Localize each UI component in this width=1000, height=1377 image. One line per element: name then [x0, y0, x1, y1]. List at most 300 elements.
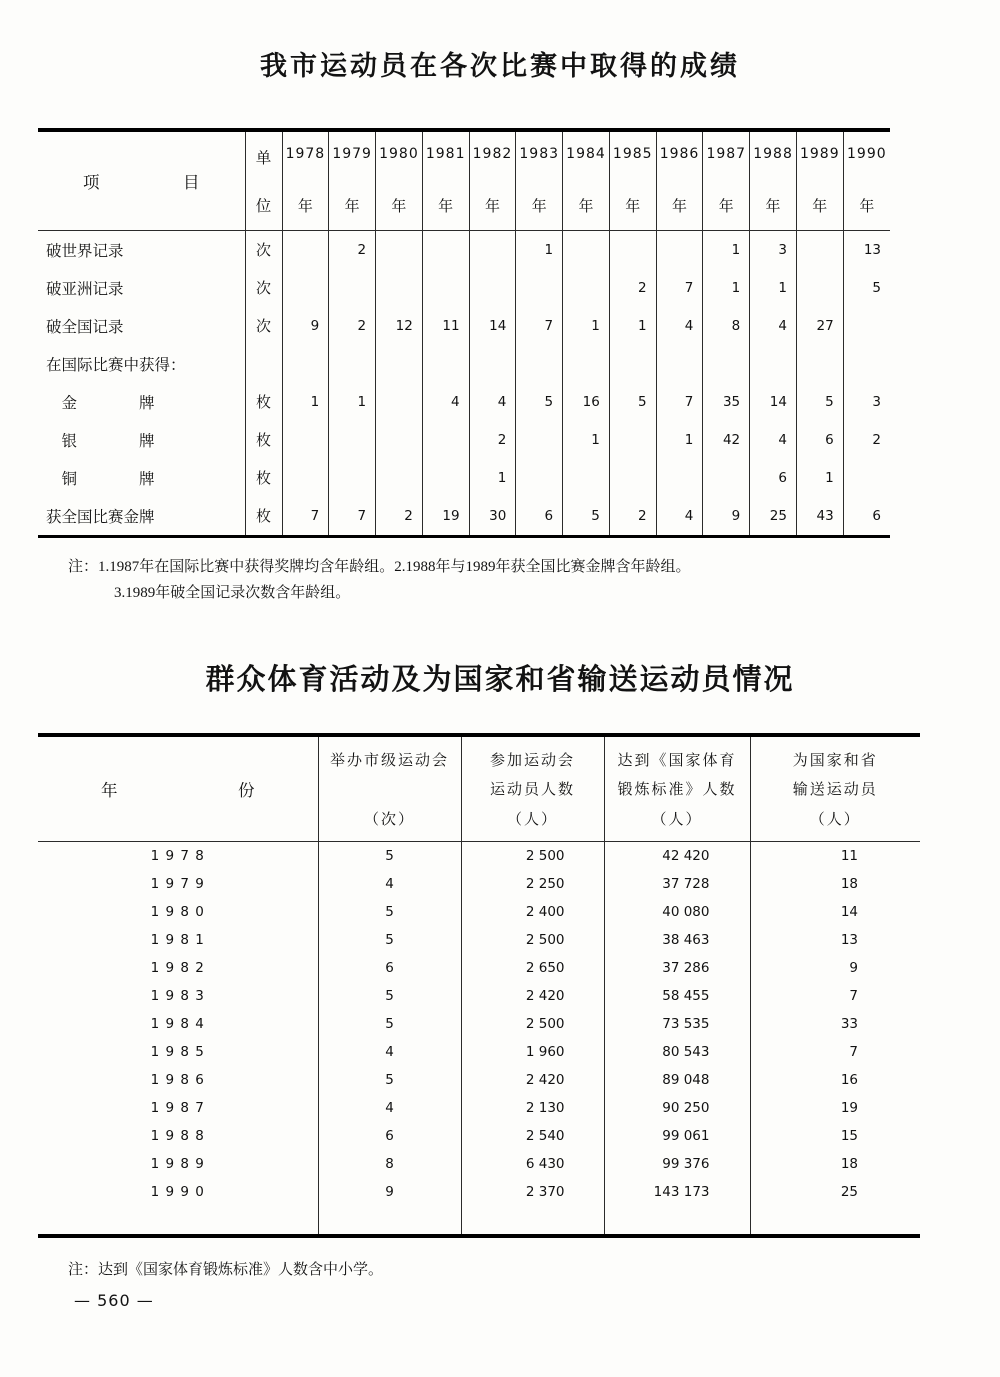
value-cell: [422, 459, 469, 497]
value-cell: 2: [609, 269, 656, 307]
value-cell: 2 500: [461, 841, 604, 870]
value-cell: 2 420: [461, 1066, 604, 1094]
row-label: 获全国比赛金牌: [46, 508, 155, 526]
value-cell: 5: [318, 926, 461, 954]
year-suffix-label: 年: [578, 198, 594, 215]
table1-note-line2: 3.1989年破全国记录次数含年龄组。: [114, 585, 351, 601]
row-unit: 次: [245, 269, 282, 307]
spacer-cell: [318, 1206, 461, 1236]
year-column-header-cell: [469, 130, 516, 231]
value-cell: [703, 345, 750, 383]
value-cell: [422, 345, 469, 383]
value-cell: 1: [563, 307, 610, 345]
mass-sports-table: [38, 733, 920, 1238]
value-cell: 143 173: [604, 1178, 750, 1206]
table2-row: [38, 841, 920, 870]
year-suffix-label: 年: [812, 198, 828, 215]
value-cell: [376, 383, 423, 421]
value-cell: 5: [318, 898, 461, 926]
year-header-stack: [845, 146, 889, 216]
table1-row: [38, 421, 890, 459]
value-cell: [516, 459, 563, 497]
row-unit: 枚: [245, 421, 282, 459]
value-cell: 4: [656, 497, 703, 537]
value-cell: 1: [750, 269, 797, 307]
table1-row: [38, 497, 890, 537]
value-cell: 1: [796, 459, 843, 497]
value-cell: 6: [843, 497, 890, 537]
table2-header-row: [38, 735, 920, 842]
table2-row: [38, 1178, 920, 1206]
value-cell: [656, 230, 703, 269]
table1-title: 我市运动员在各次比赛中取得的成绩: [260, 51, 740, 81]
value-cell: [329, 345, 376, 383]
table1-row: [38, 345, 890, 383]
value-cell: [796, 269, 843, 307]
year-label: 1985: [612, 145, 653, 162]
value-cell: 1: [703, 230, 750, 269]
year-label: 1990: [847, 145, 887, 162]
value-cell: 73 535: [604, 1010, 750, 1038]
table2-header-stack: [463, 749, 603, 829]
value-cell: 2 420: [461, 982, 604, 1010]
table1-row: [38, 307, 890, 345]
table2-spacer-row: [38, 1206, 920, 1236]
year-column-header-cell: [376, 130, 423, 231]
value-cell: 2 400: [461, 898, 604, 926]
value-cell: [469, 345, 516, 383]
table1-row: [38, 230, 890, 269]
table2-header-stack: [752, 749, 920, 829]
value-cell: 16: [750, 1066, 920, 1094]
table2-row: [38, 1066, 920, 1094]
value-cell: 4: [318, 870, 461, 898]
year-cell: 1 9 8 3: [150, 987, 205, 1004]
value-cell: [376, 230, 423, 269]
year-suffix-label: 年: [391, 198, 407, 215]
table2-row: [38, 1122, 920, 1150]
value-cell: 13: [750, 926, 920, 954]
value-cell: 1: [563, 421, 610, 459]
value-cell: [282, 230, 329, 269]
value-cell: 90 250: [604, 1094, 750, 1122]
value-cell: 1: [656, 421, 703, 459]
year-suffix-label: 年: [672, 198, 688, 215]
value-cell: 2 650: [461, 954, 604, 982]
value-cell: 27: [796, 307, 843, 345]
value-cell: 4: [469, 383, 516, 421]
value-cell: 2 500: [461, 926, 604, 954]
year-header-right: 份: [238, 780, 255, 800]
year-cell: 1 9 7 8: [150, 847, 205, 864]
value-cell: [796, 345, 843, 383]
table2-title: 群众体育活动及为国家和省输送运动员情况: [205, 664, 795, 697]
year-header-stack: [751, 146, 795, 216]
value-cell: 19: [422, 497, 469, 537]
value-cell: 6: [750, 459, 797, 497]
year-column-header-cell: [563, 130, 610, 231]
row-unit: 次: [245, 307, 282, 345]
table2-header-stack: [606, 749, 749, 829]
row-unit: 枚: [245, 383, 282, 421]
value-cell: [843, 307, 890, 345]
value-cell: [843, 459, 890, 497]
row-unit: 次: [245, 230, 282, 269]
table2-row: [38, 898, 920, 926]
year-header-stack: [611, 146, 655, 216]
value-cell: 14: [469, 307, 516, 345]
table2-row: [38, 926, 920, 954]
year-label: 1982: [472, 145, 513, 162]
value-cell: [282, 345, 329, 383]
table2-note: 注：达到《国家体育锻炼标准》人数含中小学。: [68, 1261, 384, 1278]
year-cell: 1 9 8 4: [150, 1015, 205, 1032]
value-cell: [376, 421, 423, 459]
year-column-header-cell: [329, 130, 376, 231]
value-cell: 2: [469, 421, 516, 459]
page-number: — 560 —: [74, 1290, 154, 1310]
table1-row: [38, 459, 890, 497]
table2-header-stack: [320, 749, 460, 829]
year-suffix-label: 年: [859, 198, 875, 215]
year-suffix-label: 年: [484, 198, 500, 215]
year-label: 1978: [285, 145, 326, 162]
value-cell: 2: [843, 421, 890, 459]
value-cell: 30: [469, 497, 516, 537]
value-cell: [422, 230, 469, 269]
value-cell: 7: [516, 307, 563, 345]
value-cell: 4: [750, 307, 797, 345]
year-header-stack: [517, 146, 561, 216]
value-cell: 2: [376, 497, 423, 537]
year-header-stack: [798, 146, 842, 216]
value-cell: [376, 459, 423, 497]
value-cell: 8: [318, 1150, 461, 1178]
table1-body: [38, 230, 890, 536]
value-cell: 80 543: [604, 1038, 750, 1066]
table1-header-row: [38, 130, 890, 231]
table2-column-header-cell: [750, 735, 920, 842]
value-cell: [609, 230, 656, 269]
year-cell: 1 9 8 1: [150, 931, 205, 948]
year-header-stack: [704, 146, 748, 216]
year-header-stack: [377, 146, 421, 216]
value-cell: [656, 459, 703, 497]
spacer-cell: [604, 1206, 750, 1236]
year-cell: 1 9 8 8: [150, 1127, 205, 1144]
year-suffix-label: 年: [297, 198, 313, 215]
value-cell: [796, 230, 843, 269]
header-line: （人）: [506, 811, 558, 828]
table1-row: [38, 269, 890, 307]
value-cell: 4: [750, 421, 797, 459]
value-cell: 2: [329, 307, 376, 345]
year-header: [39, 777, 317, 801]
year-suffix-label: 年: [625, 198, 641, 215]
value-cell: 25: [750, 1178, 920, 1206]
value-cell: 40 080: [604, 898, 750, 926]
table2-column-header-cell: [604, 735, 750, 842]
header-line: 达到《国家体育: [617, 752, 737, 769]
item-header: [39, 169, 244, 193]
value-cell: 1: [703, 269, 750, 307]
value-cell: 2 540: [461, 1122, 604, 1150]
value-cell: 5: [318, 982, 461, 1010]
value-cell: 18: [750, 870, 920, 898]
year-cell: 1 9 9 0: [150, 1183, 205, 1200]
row-label: 铜 牌: [46, 470, 155, 488]
header-line: 锻炼标准》人数: [617, 782, 737, 798]
value-cell: 5: [516, 383, 563, 421]
value-cell: 18: [750, 1150, 920, 1178]
value-cell: [282, 269, 329, 307]
year-label: 1988: [753, 145, 793, 162]
year-column-header-cell: [422, 130, 469, 231]
spacer-cell: [750, 1206, 920, 1236]
value-cell: 8: [703, 307, 750, 345]
table2-column-header-cell: [318, 735, 461, 842]
unit-header: [247, 146, 281, 216]
value-cell: 2 500: [461, 1010, 604, 1038]
header-line: （人）: [809, 811, 861, 828]
row-label: 金 牌: [46, 394, 155, 412]
year-column-header-cell: [843, 130, 890, 231]
table1-notes: [68, 554, 1000, 607]
value-cell: 9: [703, 497, 750, 537]
year-label: 1980: [379, 145, 419, 162]
value-cell: 19: [750, 1094, 920, 1122]
year-header-stack: [471, 146, 515, 216]
year-suffix-label: 年: [765, 198, 781, 215]
value-cell: 4: [318, 1094, 461, 1122]
value-cell: [282, 459, 329, 497]
value-cell: [516, 421, 563, 459]
value-cell: 3: [750, 230, 797, 269]
year-column-header-cell: [703, 130, 750, 231]
value-cell: [422, 269, 469, 307]
value-cell: 4: [318, 1038, 461, 1066]
value-cell: 4: [656, 307, 703, 345]
value-cell: [609, 421, 656, 459]
table1-row: [38, 383, 890, 421]
year-label: 1979: [332, 145, 372, 162]
value-cell: 9: [318, 1178, 461, 1206]
value-cell: 7: [329, 497, 376, 537]
unit-header-bottom: 位: [255, 197, 272, 215]
year-label: 1989: [799, 145, 840, 162]
value-cell: 7: [750, 982, 920, 1010]
table2-row: [38, 954, 920, 982]
value-cell: 11: [750, 841, 920, 870]
table2-body: [38, 841, 920, 1236]
value-cell: 7: [656, 383, 703, 421]
value-cell: 3: [843, 383, 890, 421]
value-cell: 2 370: [461, 1178, 604, 1206]
header-line: （人）: [651, 811, 703, 828]
year-cell: 1 9 8 0: [150, 903, 205, 920]
value-cell: [422, 421, 469, 459]
value-cell: [469, 230, 516, 269]
value-cell: [563, 345, 610, 383]
value-cell: 4: [422, 383, 469, 421]
value-cell: 6: [796, 421, 843, 459]
year-header-cell: [38, 735, 318, 842]
row-label: 破全国记录: [46, 318, 124, 336]
row-label: 在国际比赛中获得：: [46, 356, 186, 374]
value-cell: 7: [750, 1038, 920, 1066]
value-cell: 33: [750, 1010, 920, 1038]
table2-row: [38, 982, 920, 1010]
value-cell: [282, 421, 329, 459]
year-cell: 1 9 8 2: [150, 959, 205, 976]
value-cell: 43: [796, 497, 843, 537]
value-cell: 99 061: [604, 1122, 750, 1150]
value-cell: 5: [318, 1010, 461, 1038]
value-cell: 2: [329, 230, 376, 269]
year-label: 1983: [519, 145, 560, 162]
value-cell: 38 463: [604, 926, 750, 954]
value-cell: 6 430: [461, 1150, 604, 1178]
value-cell: 13: [843, 230, 890, 269]
value-cell: [609, 345, 656, 383]
value-cell: [469, 269, 516, 307]
year-label: 1984: [566, 145, 606, 162]
value-cell: [376, 345, 423, 383]
header-line: 为国家和省: [792, 752, 878, 769]
value-cell: 5: [843, 269, 890, 307]
spacer-cell: [38, 1206, 318, 1236]
value-cell: 1: [469, 459, 516, 497]
item-header-cell: [38, 130, 245, 231]
header-line: （次）: [363, 811, 415, 828]
value-cell: 89 048: [604, 1066, 750, 1094]
value-cell: 7: [282, 497, 329, 537]
year-label: 1987: [706, 145, 747, 162]
competition-results-table: [38, 128, 890, 538]
value-cell: [329, 459, 376, 497]
value-cell: 5: [563, 497, 610, 537]
table2-row: [38, 1094, 920, 1122]
value-cell: 58 455: [604, 982, 750, 1010]
value-cell: 1: [329, 383, 376, 421]
year-column-header-cell: [282, 130, 329, 231]
year-suffix-label: 年: [438, 198, 454, 215]
year-cell: 1 9 8 6: [150, 1071, 205, 1088]
table2-row: [38, 1010, 920, 1038]
value-cell: 16: [563, 383, 610, 421]
row-unit: 枚: [245, 497, 282, 537]
year-suffix-label: 年: [531, 198, 547, 215]
value-cell: [563, 459, 610, 497]
value-cell: 42: [703, 421, 750, 459]
year-cell: 1 9 8 9: [150, 1155, 205, 1172]
row-unit: 枚: [245, 459, 282, 497]
header-line: 举办市级运动会: [329, 752, 449, 769]
year-column-header-cell: [796, 130, 843, 231]
value-cell: 1: [609, 307, 656, 345]
value-cell: 1: [282, 383, 329, 421]
value-cell: [516, 269, 563, 307]
value-cell: [843, 345, 890, 383]
value-cell: [656, 345, 703, 383]
row-unit: [245, 345, 282, 383]
value-cell: 5: [609, 383, 656, 421]
value-cell: 37 728: [604, 870, 750, 898]
value-cell: 6: [318, 954, 461, 982]
value-cell: 2: [609, 497, 656, 537]
value-cell: [563, 230, 610, 269]
year-cell: 1 9 7 9: [150, 875, 205, 892]
year-cell: 1 9 8 7: [150, 1099, 205, 1116]
table1-note-line1: 注：1.1987年在国际比赛中获得奖牌均含年龄组。2.1988年与1989年获全国比赛金牌含年龄组。: [68, 558, 691, 575]
year-header-stack: [330, 146, 374, 216]
value-cell: 11: [422, 307, 469, 345]
value-cell: 25: [750, 497, 797, 537]
value-cell: 14: [750, 898, 920, 926]
value-cell: 37 286: [604, 954, 750, 982]
value-cell: 6: [318, 1122, 461, 1150]
value-cell: 6: [516, 497, 563, 537]
year-header-left: 年: [101, 780, 118, 800]
value-cell: 9: [282, 307, 329, 345]
value-cell: 42 420: [604, 841, 750, 870]
table2-row: [38, 1038, 920, 1066]
year-header-stack: [658, 146, 702, 216]
value-cell: [703, 459, 750, 497]
value-cell: 35: [703, 383, 750, 421]
value-cell: [329, 421, 376, 459]
value-cell: 5: [796, 383, 843, 421]
year-column-header-cell: [750, 130, 797, 231]
value-cell: 12: [376, 307, 423, 345]
header-line: 运动员人数: [489, 782, 575, 798]
value-cell: [750, 345, 797, 383]
value-cell: 2 250: [461, 870, 604, 898]
value-cell: [329, 269, 376, 307]
table2-column-header-cell: [461, 735, 604, 842]
value-cell: 5: [318, 841, 461, 870]
year-column-header-cell: [656, 130, 703, 231]
row-label: 银 牌: [46, 432, 155, 450]
value-cell: 9: [750, 954, 920, 982]
row-label: 破亚洲记录: [46, 280, 124, 298]
year-suffix-label: 年: [718, 198, 734, 215]
value-cell: [516, 345, 563, 383]
item-header-right: 目: [183, 172, 200, 192]
table2-row: [38, 870, 920, 898]
year-header-stack: [284, 146, 328, 216]
value-cell: [609, 459, 656, 497]
value-cell: 7: [656, 269, 703, 307]
year-label: 1981: [425, 145, 466, 162]
value-cell: 15: [750, 1122, 920, 1150]
item-header-left: 项: [83, 172, 100, 192]
value-cell: 5: [318, 1066, 461, 1094]
header-line: 输送运动员: [792, 782, 878, 798]
header-line: 参加运动会: [489, 752, 575, 769]
value-cell: 1: [516, 230, 563, 269]
value-cell: [376, 269, 423, 307]
row-label: 破世界记录: [46, 242, 124, 260]
value-cell: 1 960: [461, 1038, 604, 1066]
spacer-cell: [461, 1206, 604, 1236]
year-suffix-label: 年: [344, 198, 360, 215]
value-cell: 2 130: [461, 1094, 604, 1122]
year-column-header-cell: [609, 130, 656, 231]
year-label: 1986: [659, 145, 700, 162]
unit-header-cell: [245, 130, 282, 231]
value-cell: 14: [750, 383, 797, 421]
